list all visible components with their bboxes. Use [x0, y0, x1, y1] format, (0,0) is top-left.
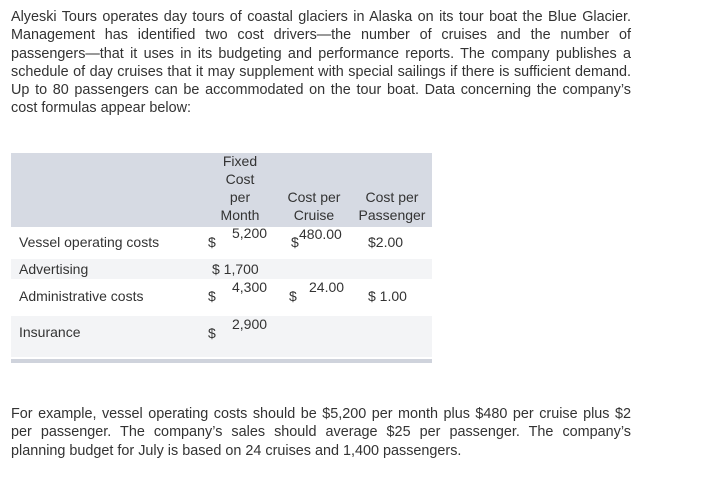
header-cost-per-passenger: Cost per Passenger	[358, 189, 426, 223]
cost-formula-table	[11, 153, 432, 364]
fixed-cost-value: $ 1,700	[212, 261, 259, 277]
cruise-cost-value: 24.00	[309, 279, 345, 295]
fixed-dollar-sign: $	[208, 325, 216, 341]
table-bottom-border	[11, 359, 432, 363]
cruise-cost-value: 480.00	[299, 226, 342, 242]
row-label-vessel-operating-costs: Vessel operating costs	[19, 234, 160, 250]
header-fixed-cost-per-month: Fixed Cost per Month	[220, 153, 260, 223]
cruise-dollar-sign: $	[291, 234, 299, 250]
passenger-cost-value: $ 1.00	[368, 288, 407, 304]
fixed-cost-value: 5,200	[232, 225, 268, 241]
passenger-cost-value: $2.00	[368, 234, 404, 250]
intro-paragraph: Alyeski Tours operates day tours of coastal glaciers in Alaska on its tour boat the Blue Glacier. Management has identified two cost drivers—the number of cruises and the number of passengers—that it uses in its budgeting and performance reports. The company publishes a schedule of day cruises that it may supplement with special sailings if there is sufficient demand. Up to 80 passengers can be accommodated on the tour boat. Data concerning the company’s cost formulas appear below:	[11, 9, 631, 117]
row-label-administrative-costs: Administrative costs	[19, 288, 144, 304]
fixed-dollar-sign: $	[208, 288, 216, 304]
header-cost-per-cruise: Cost per Cruise	[287, 189, 341, 223]
row-label-advertising: Advertising	[19, 261, 89, 277]
row-label-insurance: Insurance	[19, 324, 81, 340]
example-paragraph: For example, vessel operating costs should be $5,200 per month plus $480 per cruise plus $2 per passenger. The company’s sales should average $25 per passenger. The company’s planning budget for July is based on 24 cruises and 1,400 passengers.	[11, 406, 631, 459]
cruise-dollar-sign: $	[289, 288, 297, 304]
fixed-dollar-sign: $	[208, 234, 216, 250]
fixed-cost-value: 4,300	[232, 279, 268, 295]
fixed-cost-value: 2,900	[232, 316, 268, 332]
